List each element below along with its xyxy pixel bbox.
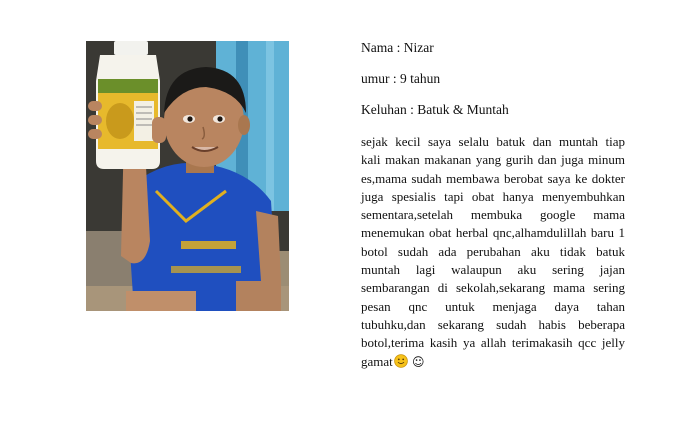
testimonial-photo — [86, 41, 289, 311]
age-line: umur : 9 tahun — [361, 71, 441, 86]
smiley-face-icon — [394, 354, 408, 368]
smile-glyph-icon: ☺ — [412, 354, 425, 369]
testimonial-paragraph — [361, 133, 625, 371]
testimonial-text-column — [361, 40, 625, 371]
name-line: Nama : Nizar — [361, 40, 434, 55]
boy-with-bottle-image — [86, 41, 289, 311]
testimonial-body: sejak kecil saya selalu batuk dan muntah tiap kali makan makanan yang gurih dan juga minum es,mama sudah membawa berobat saya ke dokter juga spesialis tapi obat hanya menyembuhkan sementara,setelah membuka google mama menemukan obat herbal qnc,alhamdulillah baru 1 botol sudah ada perubahan aku tidak batuk muntah lagi walaupun aku sering jajan sembarangan di sekolah,sekarang mama sering pesan qnc untuk menjaga daya tahan tubuhku,dan sekarang sudah habis beberapa botol,terima kasih ya allah terimakasih qcc jelly gamat — [361, 134, 625, 369]
complaint-line: Keluhan : Batuk & Muntah — [361, 102, 509, 117]
